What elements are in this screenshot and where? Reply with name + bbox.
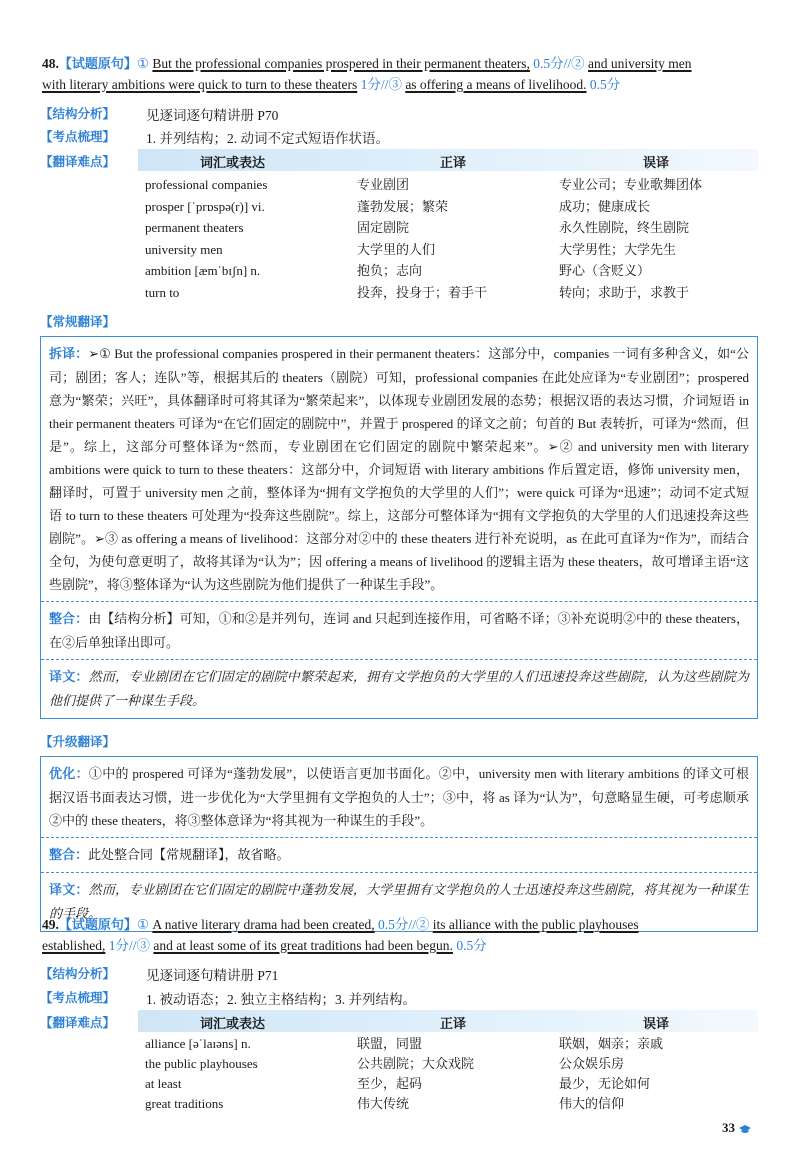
table-row: [145, 1074, 765, 1094]
table-cell-wrong: 伟大的信仰: [559, 1096, 625, 1111]
q49-difficulty-label: 【翻译难点】: [40, 1015, 116, 1030]
q48-optimize-section: [41, 757, 757, 837]
table-cell-expression: great traditions: [145, 1096, 224, 1111]
q49-header-expression: 词汇或表达: [200, 1017, 266, 1032]
table-cell-wrong: 野心（含贬义）: [559, 263, 651, 278]
q48-upgrade-box: [40, 756, 758, 932]
table-cell-expression: ambition [æmˈbɪʃn] n.: [145, 263, 261, 278]
table-cell-correct: 伟大传统: [357, 1096, 410, 1111]
q48-analysis-section: [41, 337, 757, 601]
table-row: [145, 1054, 765, 1074]
table-cell-correct: 蓬勃发展；繁荣: [357, 198, 449, 214]
q48-original-sentence: [42, 54, 760, 74]
q49-score-1: 0.5分: [378, 917, 409, 932]
q48-table-body: [145, 174, 765, 303]
q48-upgrade-label: 【升级翻译】: [40, 734, 116, 749]
table-cell-expression: prosper [ˈprɒspə(r)] vi.: [145, 198, 265, 214]
q49-clause-marker-3: ③: [136, 938, 151, 953]
q48-original-sentence-line2: [42, 75, 760, 95]
q48-header-wrong: 误译: [643, 156, 670, 171]
q48-clause-marker-1: ①: [136, 56, 149, 71]
table-cell-correct: 联盟，同盟: [357, 1036, 423, 1051]
table-row: [145, 217, 765, 239]
q48-table-header: [138, 149, 758, 171]
table-cell-expression: university men: [145, 241, 223, 257]
q48-clause-marker-3: ③: [388, 77, 402, 92]
q49-table-body: [145, 1034, 765, 1114]
page-number-text: 33: [722, 1120, 735, 1135]
q48-separator-2: //: [380, 77, 389, 92]
table-cell-correct: 至少，起码: [357, 1076, 423, 1091]
table-cell-wrong: 公众娱乐房: [559, 1056, 625, 1071]
q48-separator-1: //: [563, 56, 572, 71]
table-cell-expression: alliance [əˈlaɪəns] n.: [145, 1036, 251, 1051]
q48-clause-3: as offering a means of livelihood.: [405, 77, 587, 92]
q48-difficulty-label: 【翻译难点】: [40, 154, 116, 169]
table-cell-expression: the public playhouses: [145, 1056, 258, 1071]
q48-clause-2b: with literary ambitions were quick to turn to these theaters: [42, 77, 358, 92]
table-row: [145, 282, 765, 304]
q49-clause-marker-2: ②: [415, 917, 430, 932]
q48-translation-label: 译文：: [49, 670, 89, 685]
q48-score-1: 0.5分: [533, 56, 564, 71]
q49-original-tag: 【试题原句】: [58, 917, 137, 932]
table-cell-expression: permanent theaters: [145, 220, 244, 235]
q48-translation-section: [41, 659, 757, 718]
q49-score-2: 1分: [108, 938, 129, 953]
table-cell-correct: 固定剧院: [357, 220, 410, 235]
table-cell-expression: at least: [145, 1076, 182, 1091]
table-cell-wrong: 专业公司；专业歌舞团体: [559, 177, 703, 192]
table-cell-wrong: 大学男性；大学先生: [559, 241, 677, 257]
q48-translation2-label: 译文：: [49, 883, 89, 898]
table-cell-correct: 大学里的人们: [357, 241, 436, 257]
q48-analysis-text: ➢① But the professional companies prospered in their permanent theaters：这部分中，companies 一词有多种含义，如“公司；剧团；客人；连队”等，根据其后的 theaters（剧院）可知，professional companies 在此处应译为“专业剧团”；prospered 意为“繁荣；兴旺”，具体翻译时可将其译为“繁荣起来”，以体现专业剧团发展的态势；根据汉语的表达习惯，介词短语 in their permanent theaters 可译为“在它们固定的剧院中”，并置于 prospered 的译文之前；句首的 But 表转折，可译为“然而，但是”。综上，这部分可整体译为“然而，专业剧团在它们固定的剧院中繁荣起来”。➢② and university men with literary ambitions were quick to turn to these theaters：这部分中，介词短语 with literary ambitions 作后置定语，修饰 university men，翻译时，可置于 university men 之前，整体译为“拥有文学抱负的大学里的人们”；were quick 可译为“迅速”；动词不定式短语 to turn to these theaters 可处理为“投奔这些剧院”。综上，这部分可整体译为“拥有文学抱负的大学里的人们迅速投奔这些剧院”。➢③ as offering a means of livelihood：这部分对②中的 these theaters 进行补充说明，as 在此可直译为“作为”，而结合全句，为使句意更明了，故将其译为“认为”；因 offering a means of livelihood 的逻辑主语为 these theaters，故可增译主语“这些剧院”，将③整体译为“认为这些剧院为他们提供了一种谋生手段”。: [49, 346, 749, 592]
q49-clause-marker-1: ①: [136, 917, 149, 932]
q48-regular-label: 【常规翻译】: [40, 314, 116, 329]
q49-points-label: 【考点梳理】: [40, 990, 116, 1005]
table-row: [145, 174, 765, 196]
page-number: [722, 1120, 752, 1136]
q49-clause-1: A native literary drama had been created,: [152, 917, 375, 932]
table-cell-correct: 专业剧团: [357, 177, 410, 192]
q49-clause-3: and at least some of its great traditions had been begun.: [153, 938, 453, 953]
q49-original-sentence: [42, 915, 760, 935]
q48-points-label: 【考点梳理】: [40, 129, 116, 144]
table-cell-correct: 公共剧院；大众戏院: [357, 1056, 475, 1071]
q49-points-text: 1. 被动语态；2. 独立主格结构；3. 并列结构。: [146, 992, 416, 1007]
q48-translation-text: 然而，专业剧团在它们固定的剧院中繁荣起来，拥有文学抱负的大学里的人们迅速投奔这些剧院，认为这些剧院为他们提供了一种谋生手段。: [49, 670, 749, 709]
q48-score-3: 0.5分: [589, 77, 621, 92]
q49-structure-text: 见逐词逐句精讲册 P71: [146, 968, 279, 983]
table-cell-wrong: 转向；求助于，求教于: [559, 284, 690, 300]
q48-analysis-label: 拆译：: [49, 347, 89, 362]
table-cell-expression: turn to: [145, 284, 180, 300]
q49-header-correct: 正译: [440, 1017, 467, 1032]
q48-optimize-text: ①中的 prospered 可译为“蓬勃发展”，以使语言更加书面化。②中，university men with literary ambitions 的译文可根据汉语书面表达习惯，进一步优化为“大学里拥有文学抱负的人士”；③中，将 as 译为“认为”，句意略显生硬，可考虑顺承②中的 these theaters，将③整体意译为“将其视为一种谋生的手段”。: [49, 766, 749, 828]
q48-integrate2-label: 整合：: [49, 848, 89, 863]
table-cell-wrong: 最少，无论如何: [559, 1076, 651, 1091]
q49-clause-2a: its alliance with the public playhouses: [432, 917, 639, 932]
table-row: [145, 1094, 765, 1114]
q48-integrate-label: 整合：: [49, 612, 89, 627]
q48-header-correct: 正译: [440, 156, 467, 171]
q49-table-header: [138, 1010, 758, 1032]
table-row: [145, 260, 765, 282]
q48-clause-2a: and university men: [588, 56, 692, 71]
q49-original-sentence-line2: [42, 936, 760, 956]
table-cell-wrong: 永久性剧院，终生剧院: [559, 220, 690, 235]
q49-number: 49.: [42, 917, 59, 932]
q48-header-expression: 词汇或表达: [200, 156, 266, 171]
table-cell-correct: 投奔，投身于；着手干: [357, 284, 488, 300]
q48-clause-1: But the professional companies prospered in their permanent theaters,: [152, 56, 530, 71]
q49-clause-2b: established,: [42, 938, 106, 953]
q48-original-tag: 【试题原句】: [58, 56, 137, 71]
q48-structure-text: 见逐词逐句精讲册 P70: [146, 108, 279, 123]
q49-score-3: 0.5分: [456, 938, 487, 953]
q49-separator-2: //: [129, 938, 137, 953]
q49-structure-label: 【结构分析】: [40, 966, 116, 981]
table-cell-expression: professional companies: [145, 177, 268, 192]
q48-integrate-section: [41, 601, 757, 659]
graduation-cap-icon: [738, 1124, 752, 1134]
q48-optimize-label: 优化：: [49, 767, 89, 782]
table-row: [145, 1034, 765, 1054]
q48-integrate2-section: [41, 837, 757, 872]
table-cell-wrong: 成功；健康成长: [559, 198, 651, 214]
q48-points-text: 1. 并列结构；2. 动词不定式短语作状语。: [146, 131, 389, 146]
q48-regular-box: [40, 336, 758, 719]
q48-integrate-text: 由【结构分析】可知，①和②是并列句，连词 and 只起到连接作用，可省略不译；③补充说明②中的 these theaters，在②后单独译出即可。: [49, 611, 749, 650]
table-row: [145, 196, 765, 218]
q48-translation2-text: 然而，专业剧团在它们固定的剧院中蓬勃发展，大学里拥有文学抱负的人士迅速投奔这些剧院，将其视为一种谋生的手段。: [49, 883, 749, 922]
table-cell-correct: 抱负；志向: [357, 263, 423, 278]
q48-structure-label: 【结构分析】: [40, 106, 116, 121]
table-cell-wrong: 联姻，姻亲；亲戚: [559, 1036, 664, 1051]
q48-integrate2-text: 此处整合同【常规翻译】，故省略。: [88, 847, 290, 862]
q48-score-2: 1分: [360, 77, 381, 92]
q49-header-wrong: 误译: [643, 1017, 670, 1032]
q48-clause-marker-2: ②: [571, 56, 585, 71]
q49-separator-1: //: [408, 917, 416, 932]
table-row: [145, 239, 765, 261]
q48-number: 48.: [42, 56, 59, 71]
